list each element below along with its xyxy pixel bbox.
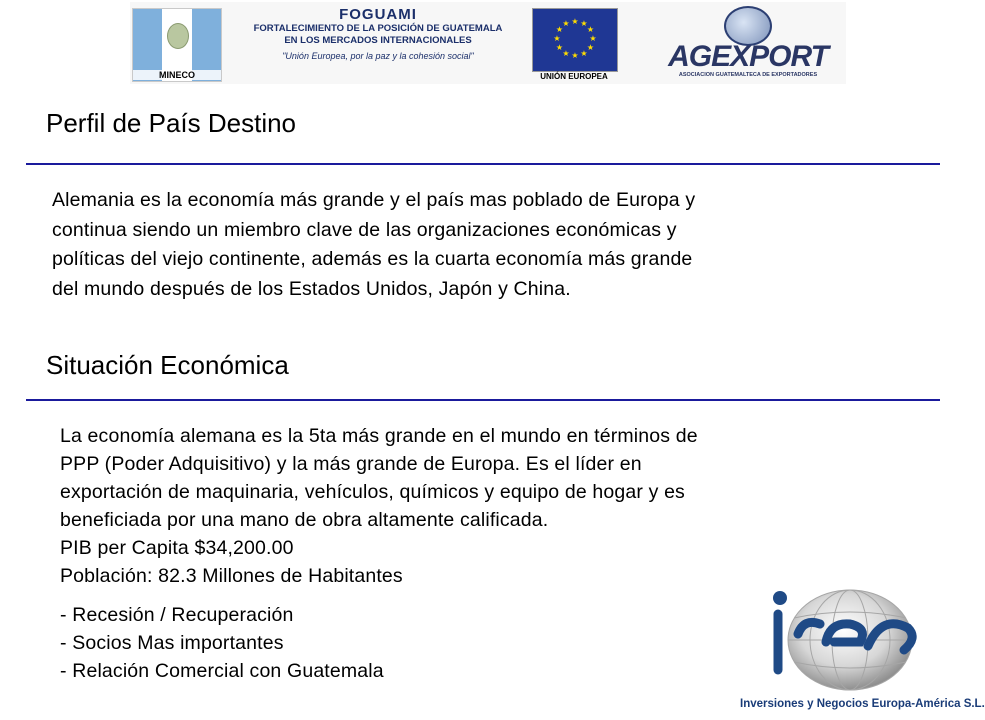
svg-text:★: ★ [589,34,597,43]
paragraph-line: beneficiada por una mano de obra altamente calificada. [60,509,549,531]
situacion-bullets [60,601,384,685]
perfil-paragraph [52,186,695,304]
svg-text:★: ★ [571,17,579,26]
section-divider [26,399,940,401]
list-item: - Relación Comercial con Guatemala [60,660,384,682]
svg-text:★: ★ [562,49,570,58]
guatemala-flag-logo [132,8,222,82]
foguami-logo [228,6,528,61]
svg-text:★: ★ [555,25,564,34]
ineam-globe-icon [764,584,924,692]
eu-flag-logo [532,8,618,72]
paragraph-line: exportación de maquinaria, vehículos, químicos y equipo de hogar y es [60,481,685,503]
svg-text:★: ★ [580,49,588,58]
ineam-logo [740,578,985,718]
paragraph-line: PPP (Poder Adquisitivo) y la más grande de Europa. Es el líder en [60,453,642,475]
paragraph-line: La economía alemana es la 5ta más grande en el mundo en términos de [60,425,698,447]
ineam-caption: Inversiones y Negocios Europa-América S.L. [740,698,985,710]
situacion-paragraph [60,422,698,590]
pib-per-capita: PIB per Capita $34,200.00 [60,537,294,559]
paragraph-line: Alemania es la economía más grande y el país mas poblado de Europa y [52,189,696,211]
paragraph-line: políticas del viejo continente, además es la cuarta economía más grande [52,248,693,270]
foguami-slogan: "Unión Europea, por la paz y la cohesión social" [282,51,474,61]
header-logo-banner [130,2,846,84]
section-title-situacion: Situación Económica [46,350,289,380]
foguami-line-1: FORTALECIMIENTO DE LA POSICIÓN DE GUATEMALA [253,23,503,34]
svg-text:★: ★ [562,19,570,28]
svg-text:★: ★ [586,25,595,34]
foguami-line-2: EN LOS MERCADOS INTERNACIONALES [284,35,472,46]
agexport-subtitle: ASOCIACION GUATEMALTECA DE EXPORTADORES [678,72,818,78]
list-item: - Recesión / Recuperación [60,604,294,626]
eu-label: UNIÓN EUROPEA [540,72,608,81]
guatemala-crest-icon [167,23,189,49]
svg-text:★: ★ [580,19,588,28]
mineco-label: MINECO [133,70,221,80]
svg-text:★: ★ [555,43,564,52]
list-item: - Socios Mas importantes [60,632,284,654]
svg-text:★: ★ [553,34,561,43]
agexport-logo [650,6,846,84]
svg-text:★: ★ [586,43,595,52]
svg-text:★: ★ [571,51,579,60]
eu-stars-icon [533,9,617,71]
paragraph-line: continua siendo un miembro clave de las organizaciones económicas y [52,218,677,241]
section-divider [26,163,940,165]
agexport-wordmark: AGEXPORT [668,40,828,73]
foguami-title: FOGUAMI [339,6,417,23]
section-title-perfil: Perfil de País Destino [46,108,297,138]
paragraph-line: del mundo después de los Estados Unidos, Japón y China. [52,277,571,300]
poblacion: Población: 82.3 Millones de Habitantes [60,565,403,587]
